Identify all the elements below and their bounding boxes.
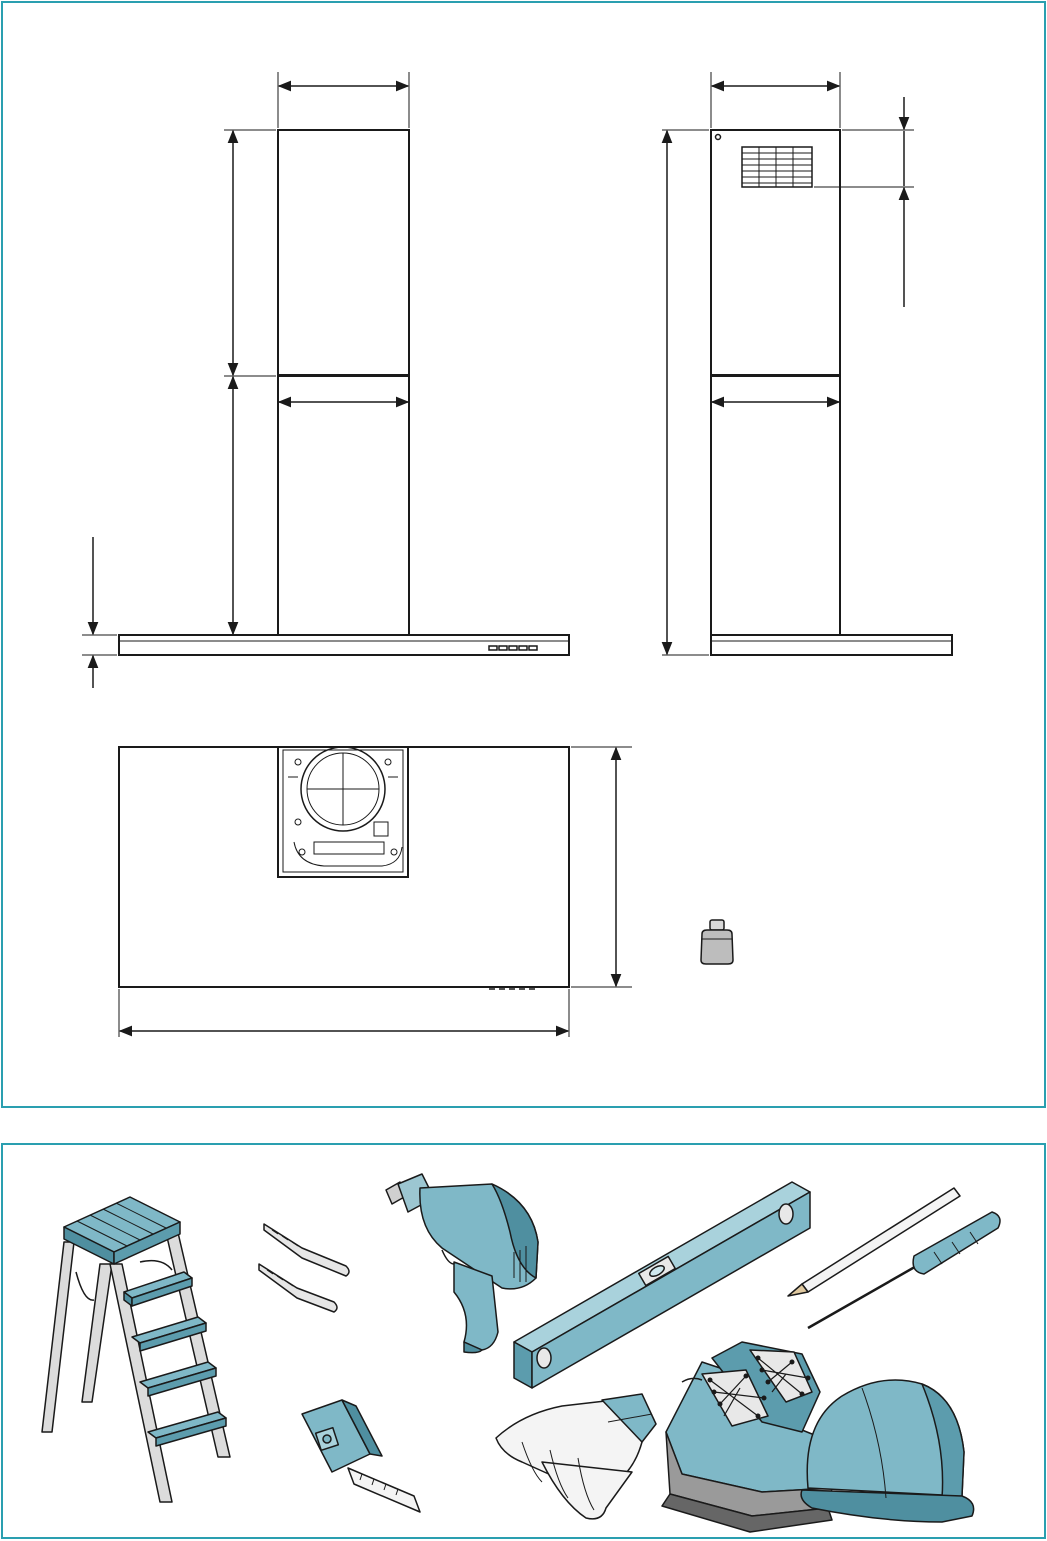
fan-outlet: [301, 747, 385, 831]
top-view: [119, 747, 632, 1037]
power-drill-icon: [386, 1174, 538, 1353]
pencil-icon: [788, 1188, 960, 1296]
front-chimney-lower: [278, 376, 409, 635]
dimensions-panel: [1, 1, 1046, 1108]
tools-illustration: [3, 1145, 1047, 1541]
tape-measure-icon: [302, 1400, 420, 1512]
front-canopy: [119, 635, 569, 655]
work-gloves-icon: [496, 1394, 656, 1519]
top-canopy-outline: [119, 747, 569, 987]
front-view: [82, 72, 569, 688]
side-view: [662, 72, 952, 655]
step-ladder-icon: [42, 1197, 230, 1502]
side-canopy: [711, 635, 952, 655]
weight-icon: [701, 920, 733, 964]
tools-panel: [1, 1143, 1046, 1539]
drill-bits-icon: [259, 1224, 349, 1312]
dimension-drawings: [3, 3, 1047, 1110]
hard-hat-icon: [801, 1380, 974, 1522]
front-chimney-upper: [278, 130, 409, 375]
side-chimney-lower: [711, 376, 840, 635]
